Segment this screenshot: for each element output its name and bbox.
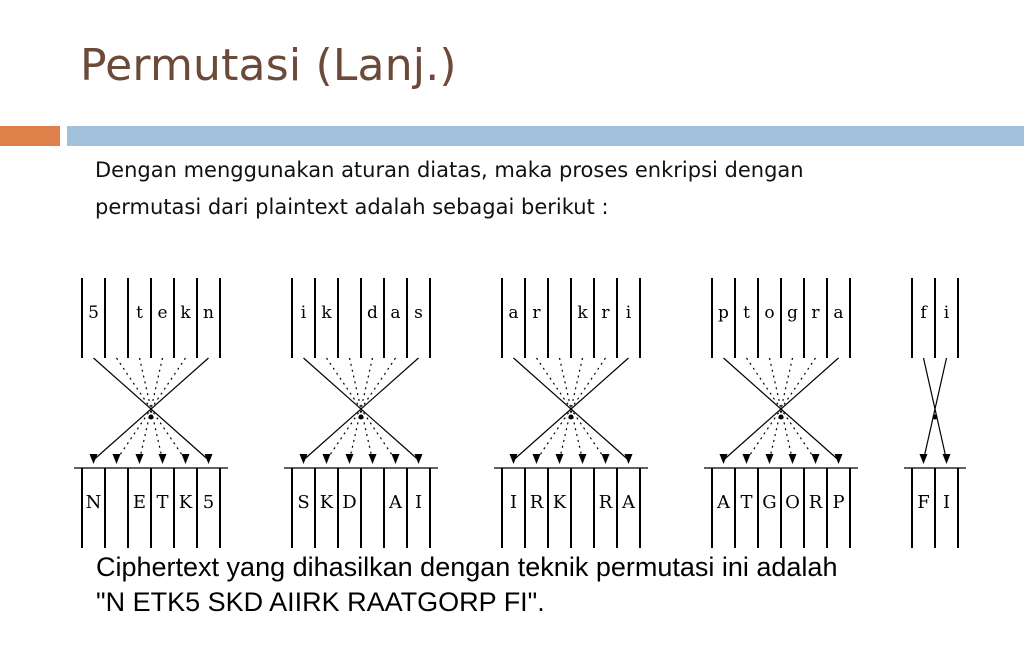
plaintext-char: o (764, 303, 775, 323)
ciphertext-char: A (622, 492, 635, 513)
arrowhead (300, 454, 308, 464)
arrowhead (90, 454, 98, 464)
arrowhead (182, 454, 190, 464)
arrowhead (602, 454, 610, 464)
accent-bar-blue (67, 126, 1024, 146)
arrowhead (579, 454, 587, 464)
plaintext-char: r (532, 303, 541, 323)
ciphertext-char: 5 (202, 492, 215, 513)
crossing-point (779, 415, 784, 420)
ciphertext-char: D (342, 492, 357, 513)
arrowhead (323, 454, 331, 464)
ciphertext-char: K (178, 492, 193, 513)
plaintext-char: i (300, 303, 307, 323)
plaintext-char: r (811, 303, 820, 323)
arrowhead (766, 454, 774, 464)
plaintext-char: n (203, 303, 214, 323)
crossing-point (569, 415, 574, 420)
arrowhead (205, 454, 213, 464)
plaintext-char: t (136, 303, 143, 323)
intro-line-1: Dengan menggunakan aturan diatas, maka proses enkripsi dengan (95, 158, 804, 182)
ciphertext-char: E (132, 492, 147, 513)
arrowhead (556, 454, 564, 464)
ciphertext-char: T (156, 492, 169, 513)
accent-bar-orange (0, 126, 60, 146)
ciphertext-char: I (509, 492, 518, 513)
plaintext-char: t (743, 303, 750, 323)
ciphertext-char: A (717, 492, 730, 513)
ciphertext-char: K (552, 492, 567, 513)
ciphertext-char: R (529, 492, 544, 513)
ciphertext-char: S (297, 492, 310, 513)
ciphertext-char: A (389, 492, 402, 513)
ciphertext-char: K (319, 492, 334, 513)
plaintext-char: k (577, 303, 588, 323)
plaintext-char: 5 (88, 303, 99, 323)
plaintext-char: p (718, 303, 729, 323)
ciphertext-char: N (85, 492, 102, 513)
ciphertext-char: R (808, 492, 823, 513)
result-line-1: Ciphertext yang dihasilkan dengan teknik permutasi ini adalah (96, 552, 838, 582)
arrowhead (159, 454, 167, 464)
arrowhead (369, 454, 377, 464)
plaintext-char: s (414, 303, 423, 323)
arrowhead (510, 454, 518, 464)
ciphertext-char: I (414, 492, 423, 513)
plaintext-char: i (625, 303, 632, 323)
arrowhead (113, 454, 121, 464)
arrowhead (136, 454, 144, 464)
ciphertext-char: P (832, 492, 845, 513)
plaintext-char: r (601, 303, 610, 323)
arrowhead (789, 454, 797, 464)
intro-paragraph (95, 152, 975, 226)
intro-line-2: permutasi dari plaintext adalah sebagai berikut : (95, 195, 609, 219)
arrowhead (625, 454, 633, 464)
result-line-2: "N ETK5 SKD AIIRK RAATGORP FI". (96, 587, 545, 617)
arrowhead (720, 454, 728, 464)
arrowhead (920, 454, 928, 464)
arrowhead (392, 454, 400, 464)
arrowhead (743, 454, 751, 464)
ciphertext-char: F (917, 492, 930, 513)
arrowhead (346, 454, 354, 464)
plaintext-char: a (833, 303, 844, 323)
permutation-diagram (70, 272, 970, 548)
ciphertext-char: O (785, 492, 800, 513)
ciphertext-char: I (942, 492, 951, 513)
plaintext-char: i (943, 303, 950, 323)
crossing-point (149, 415, 154, 420)
crossing-point (359, 415, 364, 420)
plaintext-char: e (157, 303, 168, 323)
ciphertext-char: R (598, 492, 613, 513)
arrowhead (415, 454, 423, 464)
plaintext-char: k (321, 303, 332, 323)
plaintext-char: f (920, 303, 927, 323)
ciphertext-char: T (740, 492, 753, 513)
arrowhead (835, 454, 843, 464)
arrowhead (943, 454, 951, 464)
plaintext-char: g (787, 303, 798, 323)
plaintext-char: a (390, 303, 401, 323)
crossing-point (933, 415, 938, 420)
plaintext-char: a (508, 303, 519, 323)
ciphertext-result (96, 550, 996, 620)
arrowhead (812, 454, 820, 464)
plaintext-char: d (367, 303, 378, 323)
arrowhead (533, 454, 541, 464)
ciphertext-char: G (762, 492, 777, 513)
plaintext-char: k (180, 303, 191, 323)
slide-title: Permutasi (Lanj.) (80, 40, 457, 91)
